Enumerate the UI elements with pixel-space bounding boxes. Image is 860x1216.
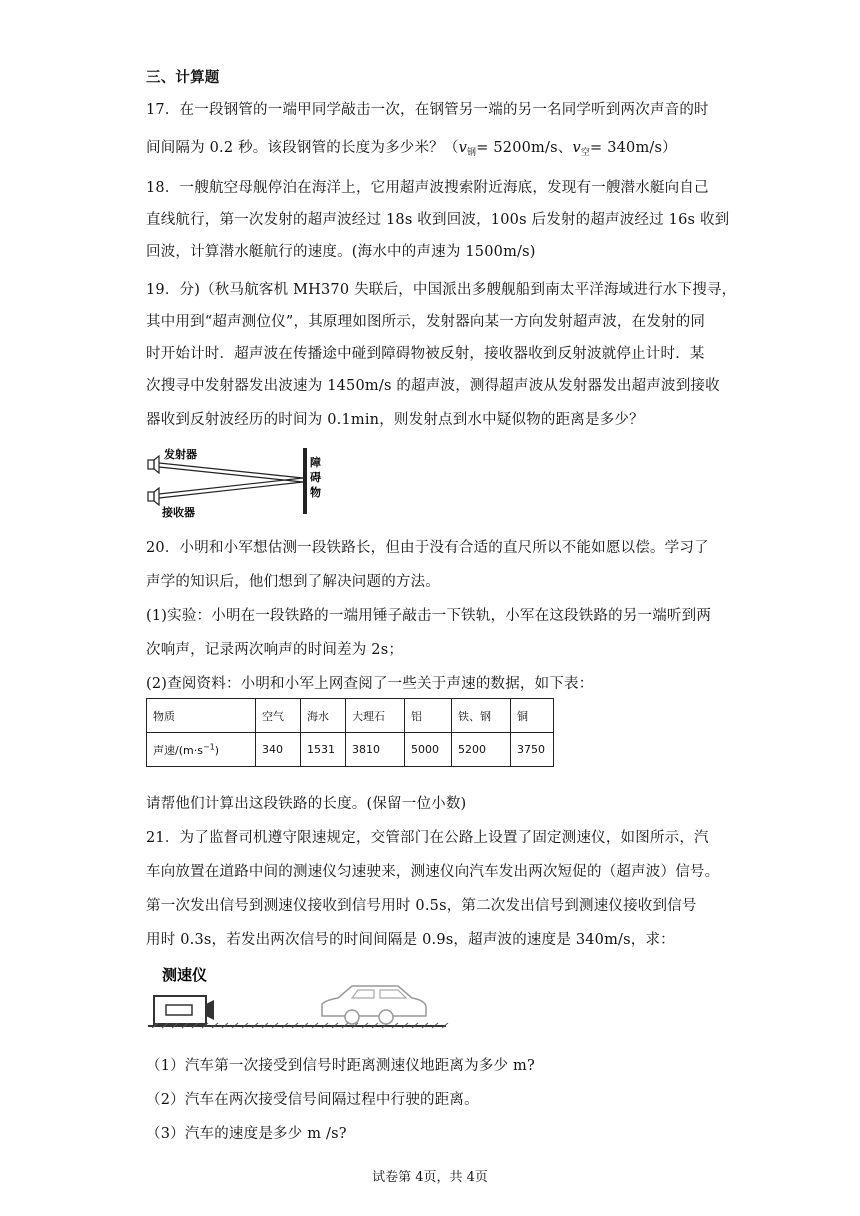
close-paren: ） [662, 140, 677, 156]
q20-line6: 请帮他们计算出这段铁路的长度。(保留一位小数) [146, 796, 467, 812]
v-symbol: v [572, 140, 581, 156]
emitter-horn [154, 456, 159, 473]
table-header-row [147, 699, 554, 733]
row-label-sup: −1 [202, 741, 215, 751]
q21-line3: 第一次发出信号到测速仪接收到信号用时 0.5s，第二次发出信号到测速仪接收到信号 [146, 898, 697, 914]
page-footer: 试卷第 4页，共 4页 [372, 1170, 488, 1185]
obstacle-label-3: 物 [310, 486, 321, 499]
separator: 、 [557, 140, 573, 156]
camera-lens [206, 1000, 214, 1020]
table-cell: 1531 [301, 733, 346, 767]
q19-line4: 次搜寻中发射器发出波速为 1450m/s 的超声波，测得超声波从发射器发出超声波到接收 [146, 378, 720, 394]
speed-camera-diagram [146, 958, 456, 1038]
receiver-horn [154, 488, 159, 505]
q17-line2-text: 间间隔为 0.2 秒。该段钢管的长度为多少米？（ [146, 140, 459, 156]
obstacle-label-2: 碍 [310, 471, 321, 484]
car-wheel-front [345, 1010, 359, 1024]
table-header-cell: 物质 [147, 699, 256, 733]
v-steel-value: = 5200m/s [476, 140, 558, 156]
table-cell: 3750 [511, 733, 554, 767]
q20-line2: 声学的知识后，他们想到了解决问题的方法。 [146, 574, 440, 590]
q21-line1: 21．为了监督司机遵守限速规定，交管部门在公路上设置了固定测速仪，如图所示，汽 [146, 830, 709, 846]
q20-line4: 次响声，记录两次响声的时间差为 2s； [146, 642, 404, 658]
v-steel-subscript: 钢 [466, 148, 477, 158]
v-air-subscript: 空 [580, 148, 591, 158]
q21-sub2: （2）汽车在两次接受信号间隔过程中行驶的距离。 [146, 1092, 479, 1108]
row-label-text: 声速/(m·s [153, 743, 203, 757]
q21-line2: 车向放置在道路中间的测速仪匀速驶来，测速仪向汽车发出两次短促的（超声波）信号。 [146, 864, 720, 880]
car-windows [352, 990, 406, 998]
q20-line5: (2)查阅资料：小明和小军上网查阅了一些关于声速的数据，如下表： [146, 676, 594, 692]
sonar-diagram [142, 446, 342, 520]
table-cell: 3810 [346, 733, 405, 767]
sound-speed-table [146, 698, 554, 767]
q18-line1: 18．一艘航空母舰停泊在海洋上，它用超声波搜索附近海底，发现有一艘潜水艇向自己 [146, 180, 709, 196]
section-title: 三、计算题 [146, 69, 220, 86]
q21-sub3: （3）汽车的速度是多少 m /s? [146, 1126, 347, 1142]
table-cell: 5000 [405, 733, 452, 767]
v-air-value: = 340m/s [590, 140, 663, 156]
obstacle-wall [303, 448, 307, 514]
q19-line2: 其中用到“超声测位仪”，其原理如图所示，发射器向某一方向发射超声波，在发射的同 [146, 314, 706, 330]
car-wheel-rear [379, 1010, 393, 1024]
q18-line3: 回波，计算潜水艇航行的速度。(海水中的声速为 1500m/s) [146, 244, 536, 260]
q19-line1: 19．分)（秋马航客机 MH370 失联后，中国派出多艘舰船到南太平洋海域进行水下搜寻， [146, 282, 737, 298]
table-cell: 5200 [452, 733, 511, 767]
obstacle-label-1: 障 [310, 456, 321, 469]
emitter-icon [148, 460, 154, 469]
q18-line2: 直线航行，第一次发射的超声波经过 18s 收到回波，100s 后发射的超声波经过 16s 收到 [146, 212, 730, 228]
q20-line3: (1)实验：小明在一段铁路的一端用锤子敲击一下铁轨，小军在这段铁路的另一端听到两 [146, 608, 712, 624]
q19-line3: 时开始计时．超声波在传播途中碰到障碍物被反射，接收器收到反射波就停止计时．某 [146, 346, 705, 362]
table-header-cell: 空气 [256, 699, 301, 733]
q17-line1: 17．在一段钢管的一端甲同学敲击一次，在钢管另一端的另一名同学听到两次声音的时 [146, 102, 709, 118]
table-header-cell: 铜 [511, 699, 554, 733]
v-symbol: v [458, 140, 467, 156]
table-row-label [147, 733, 256, 767]
row-label-close: ) [214, 743, 220, 757]
reflected-wave-line [159, 482, 303, 498]
table-header-cell: 铝 [405, 699, 452, 733]
q19-line5: 器收到反射波经历的时间为 0.1min，则发射点到水中疑似物的距离是多少？ [146, 412, 644, 428]
table-header-cell: 铁、钢 [452, 699, 511, 733]
emitter-label: 发射器 [164, 448, 197, 461]
receiver-icon [148, 492, 154, 501]
q20-line1: 20．小明和小军想估测一段铁路长，但由于没有合适的直尺所以不能如愿以偿。学习了 [146, 540, 709, 556]
table-header-cell: 海水 [301, 699, 346, 733]
receiver-label: 接收器 [162, 506, 195, 519]
speed-camera-label: 测速仪 [162, 966, 208, 984]
table-row [147, 733, 554, 767]
table-header-cell: 大理石 [346, 699, 405, 733]
q21-sub1: （1）汽车第一次接受到信号时距离测速仪地距离为多少 m? [146, 1058, 535, 1074]
emitted-wave-line [159, 463, 303, 478]
q17-line2 [146, 136, 677, 158]
q21-line4: 用时 0.3s，若发出两次信号的时间间隔是 0.9s，超声波的速度是 340m/s，求： [146, 932, 675, 948]
table-cell: 340 [256, 733, 301, 767]
